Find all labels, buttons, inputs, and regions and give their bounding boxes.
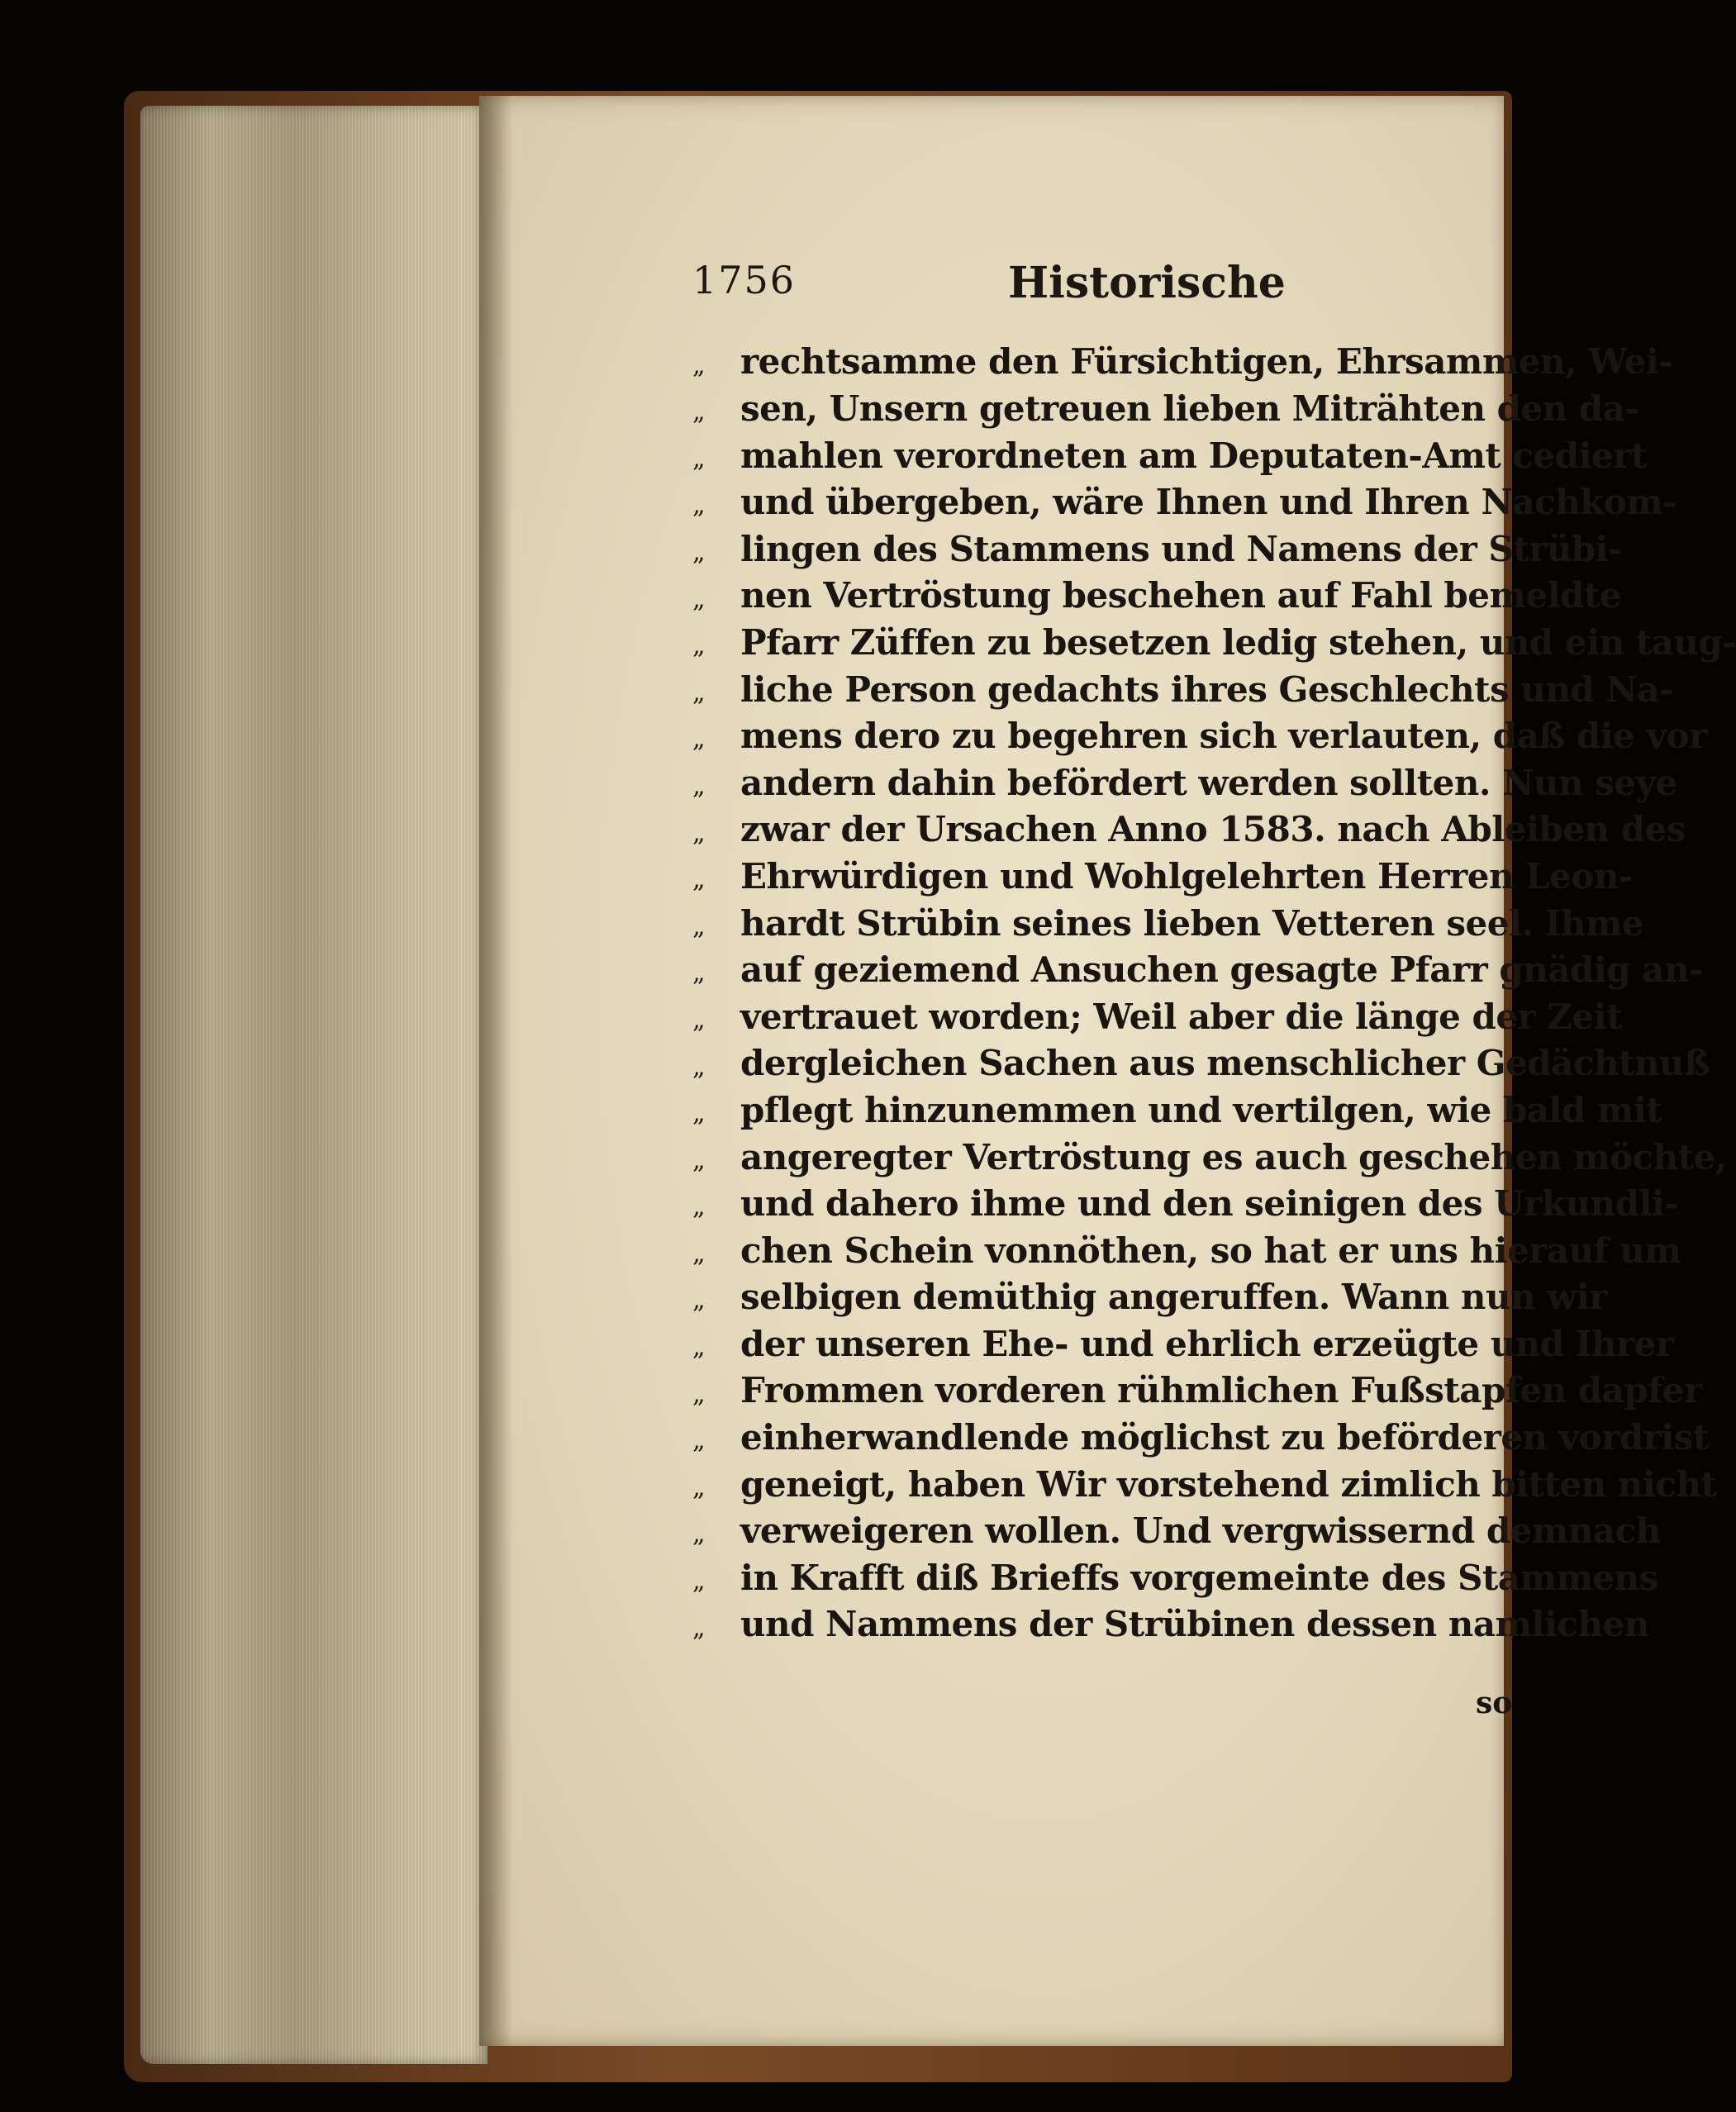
body-text — [692, 335, 1736, 1645]
quote-mark: „ — [692, 631, 706, 661]
text-line — [692, 475, 1677, 523]
quote-mark: „ — [692, 1239, 706, 1268]
line-text: und Nammens der Strübinen dessen namlichen — [740, 1604, 1649, 1645]
quote-mark: „ — [692, 584, 706, 614]
quote-mark: „ — [692, 911, 706, 941]
quote-mark: „ — [692, 678, 706, 707]
quote-mark: „ — [692, 1426, 706, 1456]
quote-mark: „ — [692, 818, 706, 848]
line-text: vertrauet worden; Weil aber die länge der Zeit — [740, 996, 1623, 1037]
line-text: dergleichen Sachen aus menschlicher Gedächtnuß — [740, 1043, 1710, 1084]
quote-mark: „ — [692, 1333, 706, 1363]
line-text: in Krafft diß Brieffs vorgemeinte des Stammens — [740, 1557, 1658, 1598]
quote-mark: „ — [692, 1052, 706, 1082]
text-line — [692, 1130, 1727, 1177]
quote-mark: „ — [692, 865, 706, 895]
text-line — [692, 616, 1736, 663]
quote-mark: „ — [692, 725, 706, 754]
line-text: Pfarr Züffen zu besetzen ledig stehen, und ein taug- — [740, 621, 1736, 663]
line-text: geneigt, haben Wir vorstehend zimlich bitten nicht — [740, 1463, 1717, 1505]
line-text: andern dahin befördert werden sollten. Nun seye — [740, 762, 1677, 803]
quote-mark: „ — [692, 1567, 706, 1596]
text-line — [692, 1363, 1702, 1411]
text-line — [692, 802, 1686, 850]
text-line — [692, 755, 1677, 803]
text-line — [692, 989, 1623, 1037]
quote-mark: „ — [692, 397, 706, 427]
line-text: lingen des Stammens und Namens der Strübi- — [740, 528, 1623, 569]
page-number: 1756 — [692, 258, 797, 302]
text-line — [692, 662, 1673, 710]
line-text: liche Person gedachts ihres Geschlechts und Na- — [740, 668, 1673, 710]
quote-mark: „ — [692, 1286, 706, 1315]
line-text: mahlen verordneten am Deputaten-Amt cediert — [740, 435, 1647, 476]
text-line — [692, 521, 1623, 569]
catchword: so — [1476, 1686, 1513, 1720]
quote-mark: „ — [692, 1379, 706, 1409]
line-text: chen Schein vonnöthen, so hat er uns hierauf um — [740, 1230, 1681, 1271]
line-text: verweigeren wollen. Und vergwissernd demnach — [740, 1510, 1661, 1552]
quote-mark: „ — [692, 1472, 706, 1502]
page-edges — [140, 106, 488, 2064]
line-text: sen, Unsern getreuen lieben Miträhten den da- — [740, 388, 1639, 429]
text-line — [692, 1270, 1607, 1318]
quote-mark: „ — [692, 1192, 706, 1222]
text-line — [692, 1550, 1658, 1598]
text-line — [692, 1504, 1661, 1552]
line-text: selbigen demüthig angeruffen. Wann nun wir — [740, 1277, 1607, 1318]
quote-mark: „ — [692, 958, 706, 988]
text-line — [692, 1036, 1710, 1084]
quote-mark: „ — [692, 1005, 706, 1035]
quote-mark: „ — [692, 771, 706, 801]
quote-mark: „ — [692, 491, 706, 521]
line-text: der unseren Ehe- und ehrlich erzeügte und Ihrer — [740, 1323, 1674, 1364]
line-text: und übergeben, wäre Ihnen und Ihren Nachkom- — [740, 482, 1677, 523]
text-line — [692, 568, 1622, 616]
line-text: Ehrwürdigen und Wohlgelehrten Herren Leon- — [740, 855, 1633, 897]
line-text: einherwandlende möglichst zu beförderen vordrist — [740, 1417, 1709, 1458]
text-line — [692, 382, 1639, 429]
line-text: angeregter Vertröstung es auch geschehen möchte, — [740, 1136, 1727, 1177]
line-text: hardt Strübin seines lieben Vetteren seel. Ihme — [740, 902, 1643, 944]
line-text: rechtsamme den Fürsichtigen, Ehrsammen, Wei- — [740, 341, 1673, 383]
text-line — [692, 428, 1647, 476]
line-text: und dahero ihme und den seinigen des Urkundli- — [740, 1183, 1679, 1225]
text-line — [692, 1457, 1717, 1505]
gutter-shadow — [479, 96, 512, 2046]
quote-mark: „ — [692, 537, 706, 567]
text-line — [692, 709, 1707, 757]
line-text: pflegt hinzunemmen und vertilgen, wie bald mit — [740, 1089, 1662, 1130]
quote-mark: „ — [692, 1613, 706, 1643]
quote-mark: „ — [692, 444, 706, 473]
text-line — [692, 1177, 1679, 1225]
line-text: Frommen vorderen rühmlichen Fußstapfen dapfer — [740, 1370, 1702, 1411]
text-line — [692, 1316, 1674, 1364]
line-text: nen Vertröstung beschehen auf Fahl bemeldte — [740, 575, 1622, 616]
text-line — [692, 335, 1673, 383]
quote-mark: „ — [692, 1145, 706, 1175]
text-line — [692, 943, 1703, 991]
text-line — [692, 1410, 1709, 1458]
line-text: auf geziemend Ansuchen gesagte Pfarr gnädig an- — [740, 949, 1703, 991]
line-text: mens dero zu begehren sich verlauten, daß die vor — [740, 716, 1707, 757]
text-line — [692, 849, 1633, 897]
text-line — [692, 1597, 1649, 1645]
line-text: zwar der Ursachen Anno 1583. nach Ableiben des — [740, 809, 1686, 850]
quote-mark: „ — [692, 1099, 706, 1129]
text-line — [692, 1083, 1662, 1130]
text-line — [692, 896, 1643, 944]
text-line — [692, 1223, 1681, 1271]
quote-mark: „ — [692, 1520, 706, 1549]
running-head: Historische — [1008, 258, 1286, 308]
quote-mark: „ — [692, 350, 706, 380]
